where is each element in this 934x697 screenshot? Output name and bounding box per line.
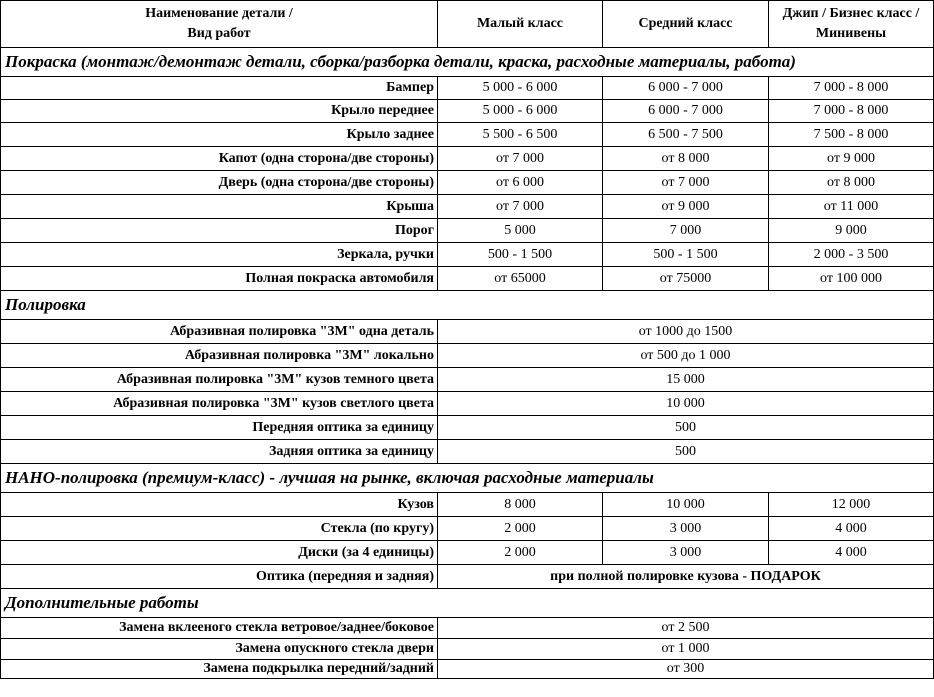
- table-row: [1, 219, 934, 243]
- price-small: 2 000: [438, 541, 603, 565]
- table-row: [1, 195, 934, 219]
- price-suv: от 100 000: [769, 267, 934, 291]
- price-all-classes: от 1 000: [438, 639, 934, 660]
- row-name: Зеркала, ручки: [1, 243, 438, 267]
- price-middle: 6 500 - 7 500: [603, 123, 769, 147]
- row-name: Крыло переднее: [1, 100, 438, 123]
- price-all-classes: 500: [438, 440, 934, 464]
- price-all-classes: от 2 500: [438, 618, 934, 639]
- price-suv: 4 000: [769, 517, 934, 541]
- row-name: Бампер: [1, 77, 438, 100]
- row-name: Абразивная полировка "3М" локально: [1, 344, 438, 368]
- price-middle: 7 000: [603, 219, 769, 243]
- price-small: 5 000: [438, 219, 603, 243]
- price-suv: 9 000: [769, 219, 934, 243]
- table-header-row: [1, 1, 934, 48]
- price-suv: от 9 000: [769, 147, 934, 171]
- row-name: Замена вклееного стекла ветровое/заднее/боковое: [1, 618, 438, 639]
- price-middle: 500 - 1 500: [603, 243, 769, 267]
- price-middle: от 9 000: [603, 195, 769, 219]
- table-row: [1, 660, 934, 679]
- table-row: [1, 517, 934, 541]
- row-name: Дверь (одна сторона/две стороны): [1, 171, 438, 195]
- price-suv: 7 000 - 8 000: [769, 77, 934, 100]
- table-row: [1, 320, 934, 344]
- price-small: 5 000 - 6 000: [438, 77, 603, 100]
- section-additional-works: [1, 589, 934, 618]
- price-all-classes: от 500 до 1 000: [438, 344, 934, 368]
- price-small: 2 000: [438, 517, 603, 541]
- header-middle-class: Средний класс: [603, 1, 769, 48]
- price-small: от 7 000: [438, 147, 603, 171]
- row-name: Оптика (передняя и задняя): [1, 565, 438, 589]
- row-name: Абразивная полировка "3М" кузов светлого цвета: [1, 392, 438, 416]
- section-nano-polishing: [1, 464, 934, 493]
- header-name-column: Наименование детали / Вид работ: [1, 1, 438, 48]
- table-row: [1, 618, 934, 639]
- table-row: [1, 243, 934, 267]
- table-row: [1, 344, 934, 368]
- table-row: [1, 100, 934, 123]
- price-all-classes: 500: [438, 416, 934, 440]
- price-all-classes: от 1000 до 1500: [438, 320, 934, 344]
- table-row: [1, 392, 934, 416]
- price-all-classes: 15 000: [438, 368, 934, 392]
- price-middle: 10 000: [603, 493, 769, 517]
- price-all-classes: 10 000: [438, 392, 934, 416]
- price-middle: от 8 000: [603, 147, 769, 171]
- section-title: НАНО-полировка (премиум-класс) - лучшая на рынке, включая расходные материалы: [1, 464, 934, 493]
- section-polishing: [1, 291, 934, 320]
- price-all-classes: при полной полировке кузова - ПОДАРОК: [438, 565, 934, 589]
- table-row: [1, 147, 934, 171]
- section-title: Дополнительные работы: [1, 589, 934, 618]
- price-suv: 4 000: [769, 541, 934, 565]
- table-row: [1, 440, 934, 464]
- row-name: Крыло заднее: [1, 123, 438, 147]
- section-painting: [1, 48, 934, 77]
- row-name: Замена опускного стекла двери: [1, 639, 438, 660]
- row-name: Крыша: [1, 195, 438, 219]
- row-name: Замена подкрылка передний/задний: [1, 660, 438, 679]
- row-name: Передняя оптика за единицу: [1, 416, 438, 440]
- price-small: от 65000: [438, 267, 603, 291]
- price-small: 5 000 - 6 000: [438, 100, 603, 123]
- row-name: Абразивная полировка "3М" одна деталь: [1, 320, 438, 344]
- table-row: [1, 565, 934, 589]
- price-suv: 7 000 - 8 000: [769, 100, 934, 123]
- price-middle: от 75000: [603, 267, 769, 291]
- table-row: [1, 639, 934, 660]
- table-row: [1, 368, 934, 392]
- table-row: [1, 493, 934, 517]
- table-row: [1, 416, 934, 440]
- table-row: [1, 123, 934, 147]
- table-row: [1, 267, 934, 291]
- price-small: 500 - 1 500: [438, 243, 603, 267]
- price-suv: 2 000 - 3 500: [769, 243, 934, 267]
- price-suv: от 8 000: [769, 171, 934, 195]
- price-all-classes: от 300: [438, 660, 934, 679]
- price-small: 8 000: [438, 493, 603, 517]
- table-row: [1, 171, 934, 195]
- price-middle: 3 000: [603, 517, 769, 541]
- row-name: Диски (за 4 единицы): [1, 541, 438, 565]
- row-name: Стекла (по кругу): [1, 517, 438, 541]
- row-name: Порог: [1, 219, 438, 243]
- price-small: 5 500 - 6 500: [438, 123, 603, 147]
- row-name: Задняя оптика за единицу: [1, 440, 438, 464]
- table-row: [1, 77, 934, 100]
- price-suv: от 11 000: [769, 195, 934, 219]
- header-small-class: Малый класс: [438, 1, 603, 48]
- price-small: от 6 000: [438, 171, 603, 195]
- price-middle: 3 000: [603, 541, 769, 565]
- header-suv-class: Джип / Бизнес класс / Минивены: [769, 1, 934, 48]
- price-middle: 6 000 - 7 000: [603, 100, 769, 123]
- price-suv: 12 000: [769, 493, 934, 517]
- row-name: Абразивная полировка "3М" кузов темного цвета: [1, 368, 438, 392]
- section-title: Покраска (монтаж/демонтаж детали, сборка/разборка детали, краска, расходные материалы, работа): [1, 48, 934, 77]
- row-name: Полная покраска автомобиля: [1, 267, 438, 291]
- row-name: Капот (одна сторона/две стороны): [1, 147, 438, 171]
- table-row: [1, 541, 934, 565]
- price-middle: 6 000 - 7 000: [603, 77, 769, 100]
- price-middle: от 7 000: [603, 171, 769, 195]
- price-small: от 7 000: [438, 195, 603, 219]
- section-title: Полировка: [1, 291, 934, 320]
- price-suv: 7 500 - 8 000: [769, 123, 934, 147]
- row-name: Кузов: [1, 493, 438, 517]
